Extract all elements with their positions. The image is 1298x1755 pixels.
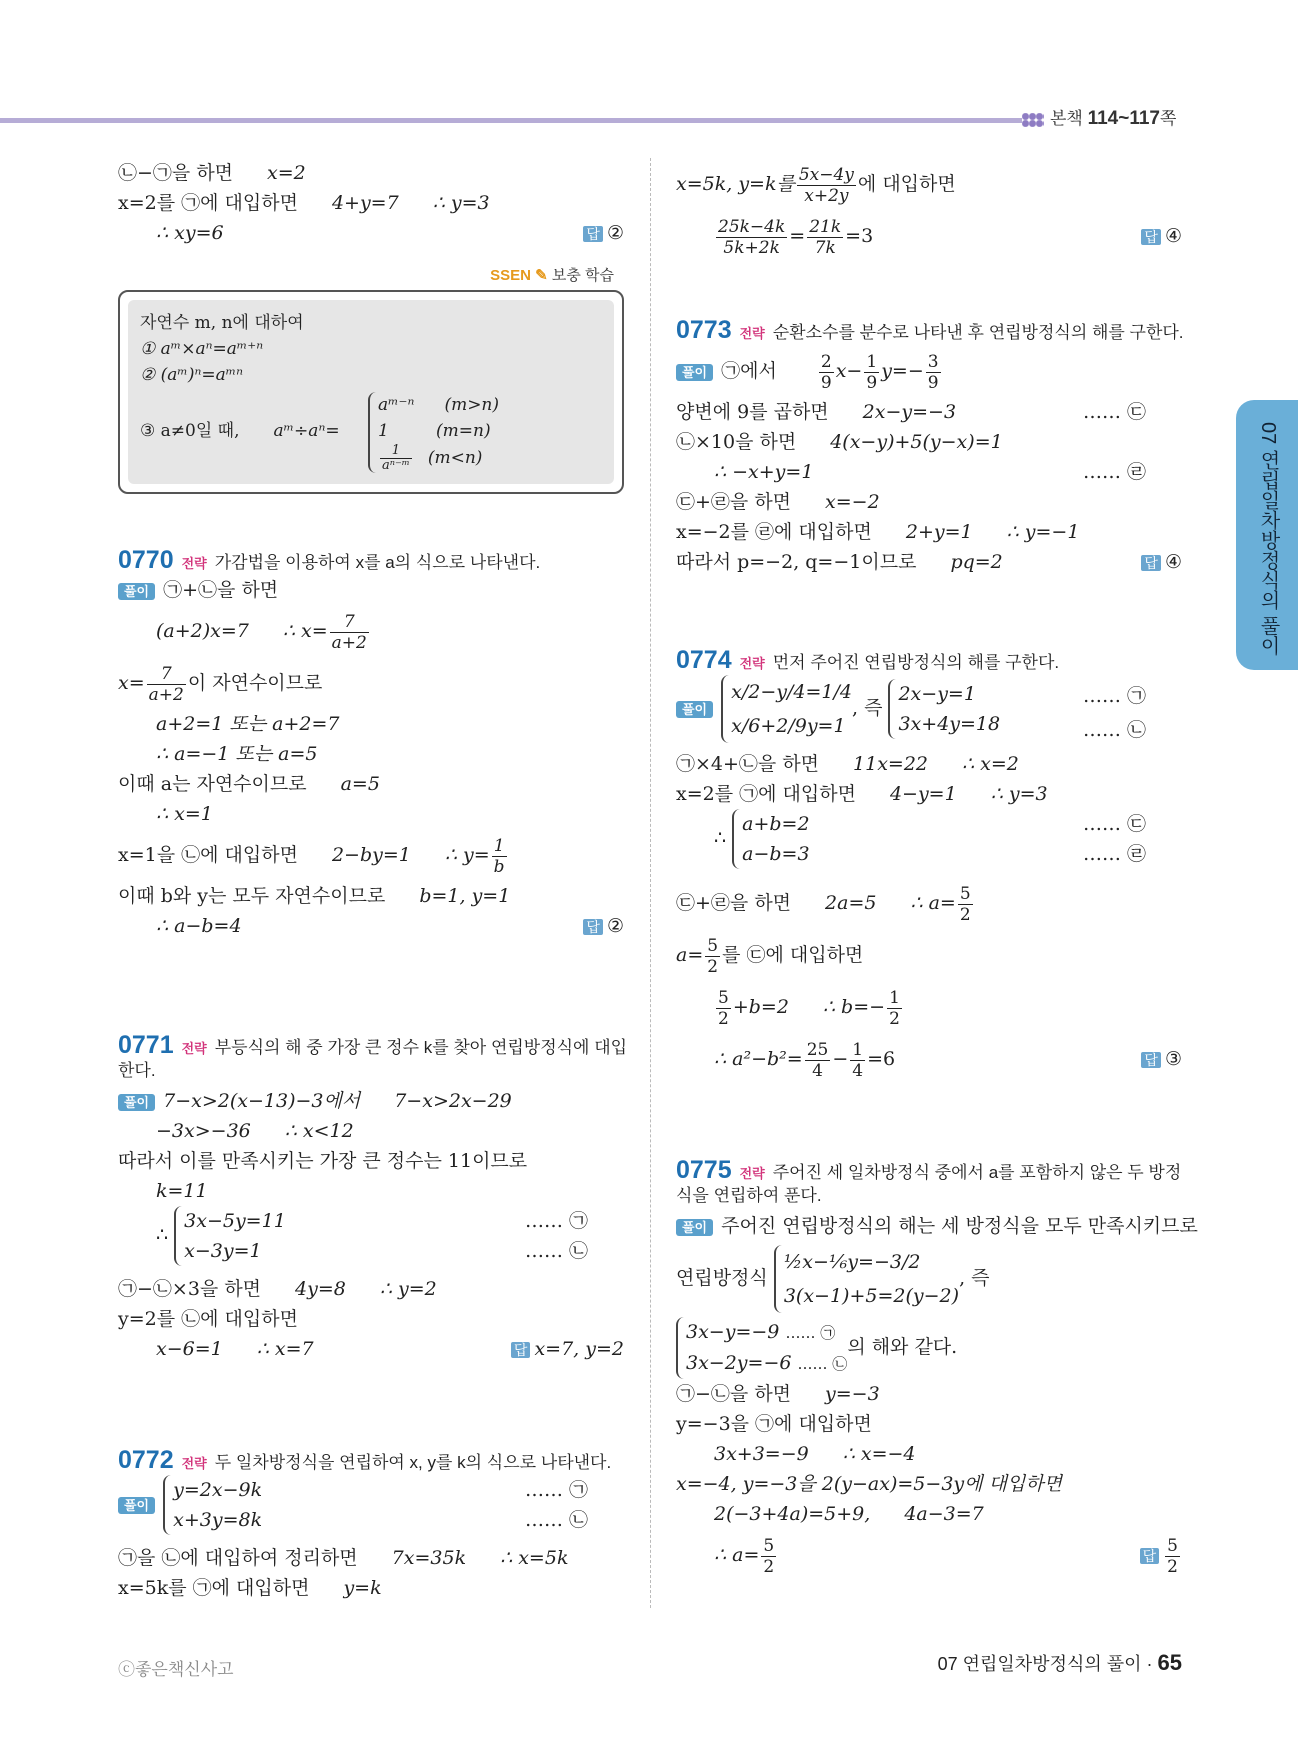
problem-0772: 0772 전략 두 일차방정식을 연립하여 x, y를 k의 식으로 나타낸다. 풀이 y=2x−9k x+3y=8k …… ㉠ …… ㉡ ㉠을 ㉡에 대입하여 정리하면 7x=35k ∴ x=5k x=5k를 ㉠에 대입하면 y=k xyxy=(118,1446,612,1599)
answer-0773: 답 ④ xyxy=(1141,547,1182,578)
page-footer: 07 연립일차방정식의 풀이 · 65 xyxy=(937,1650,1182,1675)
right-top: x=5k, y=k를 $\frac{5x-4y}{x+2y}$ 에 대입하면 $\frac{25k-4k}{5k+2k}$ = $\frac{21k}{7k}$ =3 답 ④ xyxy=(676,158,1182,262)
problem-0773: 0773 전략 순환소수를 분수로 나타낸 후 연립방정식의 해를 구한다. 풀이 ㉠에서 $\frac{2}{9}$ x− $\frac{1}{9}$ y=− $\frac{3}{9}$ 양변에 9를 곱하면 2x−y=−3 …… ㉢ ㉡×10을 하면 4(x−y)+5(y−x)=1 ∴ −x+y=1 …… ㉣ ㉢+㉣을 하면 x=−2 x=−2를 ㉣에 대입하면 2+y=1 ∴ y=−1 따라서 p=−2, q=−1이므로 pq=2 답 ④ xyxy=(676,315,1182,577)
ssen-label: SSEN ✎ 보충 학습 xyxy=(490,267,614,284)
problem-0770: 0770 전략 가감법을 이용하여 x를 a의 식으로 나타낸다. 풀이 ㉠+㉡을 하면 (a+2)x=7 ∴ x= $\frac{7}{a+2}$ x= $\frac{7}{a+2}$ 이 자연수이므로 a+2=1 또는 a+2=7 ∴ a=−1 또는 a=5 이때 a는 자연수이므로 a=5 ∴ x=1 x=1을 ㉡에 대입하면 2−by=1 ∴ y= $\frac{1}{b}$ 이때 b와 y는 모두 자연수이므로 b=1, y=1 ∴ a−b=4 답 ② xyxy=(118,545,624,941)
problem-0771: 0771 전략 부등식의 해 중 가장 큰 정수 k를 찾아 연립방정식에 대입 한다. 풀이 7−x>2(x−13)−3에서 7−x>2x−29 −3x>−36 ∴ x<12 따라서 이를 만족시키는 가장 큰 정수는 11이므로 k=11 ∴ 3x−5y=11 x−3y=1 …… ㉠ …… ㉡ ㉠−㉡×3을 하면 4y=8 ∴ y=2 y=2를 ㉡에 대입하면 x−6=1 ∴ x=7 답 x=7, y=2 xyxy=(118,1030,624,1364)
column-divider xyxy=(650,158,651,1608)
publisher: ⓒ좋은책신사고 xyxy=(118,1660,234,1679)
answer-0771: 답 x=7, y=2 xyxy=(511,1334,624,1365)
answer-0774: 답 ③ xyxy=(1141,1033,1182,1086)
answer-0769: 답 ② xyxy=(583,218,624,249)
problem-0775: 0775 전략 주어진 세 일차방정식 중에서 a를 포함하지 않은 두 방정 식을 연립하여 푼다. 풀이 주어진 연립방정식의 해는 세 방정식을 모두 만족시키므로 연립방정식 ½x−⅙y=−3/2 3(x−1)+5=2(y−2) , 즉 3x−y=−9 …… ㉠ 3x−2y=−6 …… ㉡ 의 해와 같다. ㉠−㉡을 하면 y=−3 y=−3을 ㉠에 대입하면 3x+3=−9 ∴ x=−4 x=−4, y=−3을 2(y−ax)=5−3y에 대입하면 2(−3+4a)=5+9, 4a−3=7 ∴ a= $\frac{5}{2}$ 답 $\frac{5}{2}$ xyxy=(676,1155,1182,1581)
flower-icon xyxy=(1022,113,1044,127)
answer-0775: 답 $\frac{5}{2}$ xyxy=(1140,1529,1182,1582)
page-reference: 본책 114~117쪽 xyxy=(1022,104,1176,130)
chapter-side-tab: 07 연립일차방정식의 풀이 xyxy=(1236,400,1298,670)
answer-0772: 답 ④ xyxy=(1141,210,1182,263)
problem-0774: 0774 전략 먼저 주어진 연립방정식의 해를 구한다. 풀이 x/2−y/4=1/4 x/6+2/9y=1 , 즉 2x−y=1 3x+4y=18 …… ㉠ …… ㉡ ㉠×4+㉡을 하면 11x=22 ∴ x=2 x=2를 ㉠에 대입하면 4−y=1 ∴ y=3 ∴ a+b=2 a−b=3 …… ㉢ …… ㉣ ㉢+㉣을 하면 2a=5 ∴ a= $\frac{5}{2}$ a= $\frac{5}{2}$ 를 ㉢에 대입하면 $\frac{5}{2}$ +b=2 ∴ b=− $\frac{1}{2}$ ∴ a²−b²= $\frac{25}{4}$ − $\frac{1}{4}$ =6 답 ③ xyxy=(676,645,1182,1085)
left-column: ㉡−㉠을 하면 x=2 x=2를 ㉠에 대입하면 4+y=7 ∴ y=3 ∴ xy=6 답 ② xyxy=(118,158,624,248)
header-rule xyxy=(0,118,1022,123)
ssen-box: SSEN ✎ 보충 학습 자연수 m, n에 대하여 ① aᵐ×aⁿ=aᵐ⁺ⁿ ② (aᵐ)ⁿ=aᵐⁿ ③ a≠0일 때, aᵐ÷aⁿ= aᵐ⁻ⁿ (m>n) 1 (m=n) $\frac{1}{\text{aⁿ⁻ᵐ}}$ (m<n) xyxy=(118,290,624,494)
answer-0770: 답 ② xyxy=(583,911,624,942)
